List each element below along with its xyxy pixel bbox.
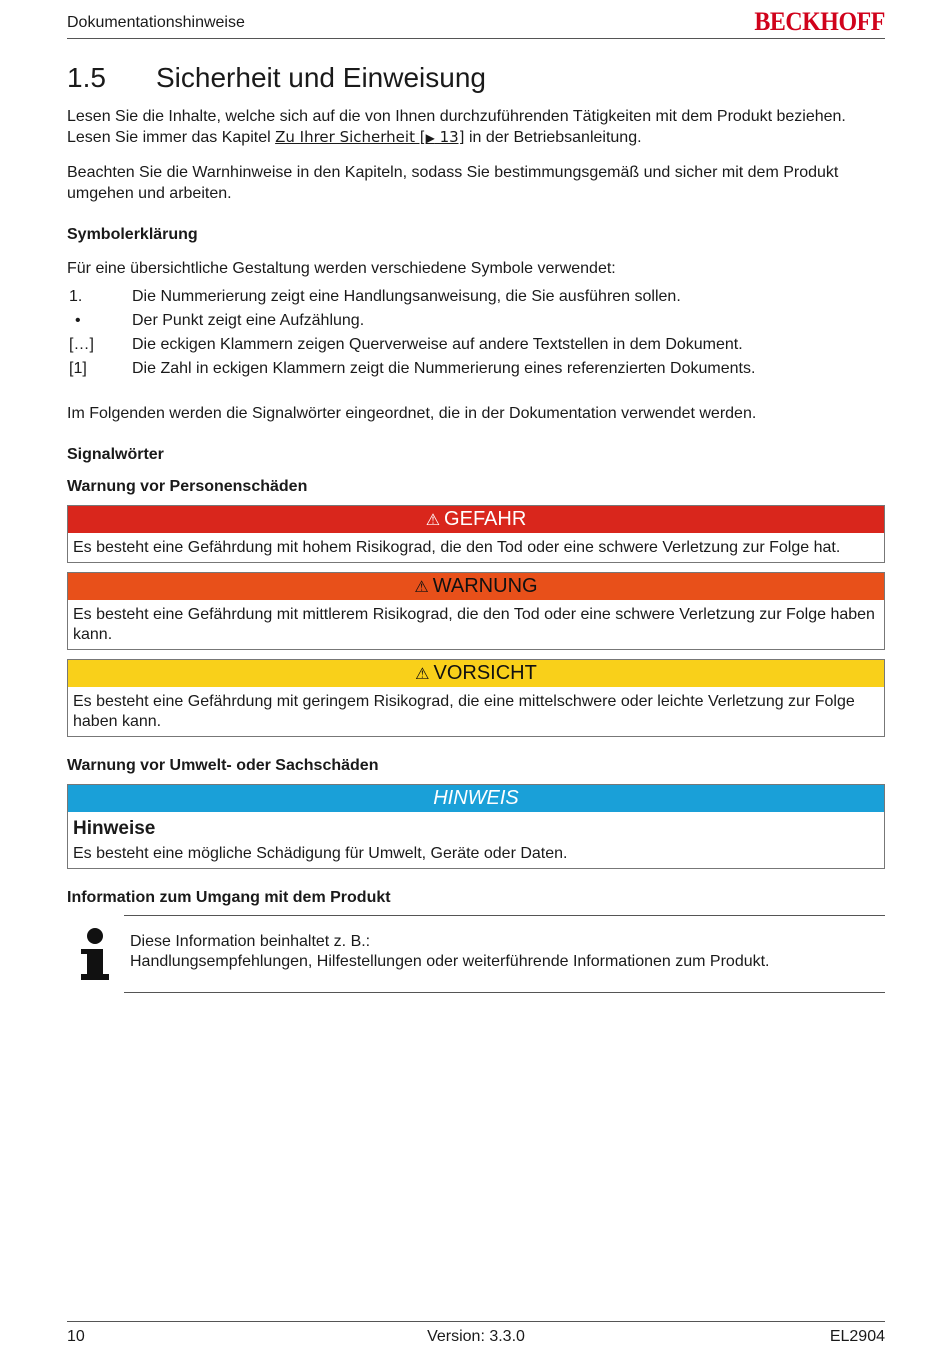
symbol-bullet: • bbox=[75, 312, 81, 329]
section-title: Sicherheit und Einweisung bbox=[156, 62, 486, 93]
symbol-brackets: […] bbox=[69, 336, 94, 353]
symbol-description: Der Punkt zeigt eine Aufzählung. bbox=[132, 312, 365, 329]
property-damage-heading: Warnung vor Umwelt- oder Sachschäden bbox=[67, 757, 379, 774]
list-item bbox=[67, 333, 885, 357]
symbols-outro: Im Folgenden werden die Signalwörter eingeordnet, die in der Dokumentation verwendet werden. bbox=[67, 405, 757, 422]
page-number: 10 bbox=[67, 1328, 85, 1345]
page-header bbox=[67, 7, 885, 39]
symbol-description: Die eckigen Klammern zeigen Querverweise auf andere Textstellen in dem Dokument. bbox=[132, 336, 743, 353]
hinweis-box bbox=[67, 784, 885, 869]
list-item bbox=[67, 285, 885, 309]
personal-damage-heading: Warnung vor Personenschäden bbox=[67, 478, 308, 495]
info-body bbox=[124, 915, 885, 993]
header-section-title: Dokumentationshinweise bbox=[67, 14, 245, 31]
intro-text-before: Lesen Sie die Inhalte, welche sich auf die von Ihnen durchzuführenden Tätigkeiten mit dem Produkt beziehen. Lesen Sie immer das Kapitel bbox=[67, 108, 846, 146]
info-block bbox=[67, 915, 885, 993]
intro-paragraph-1 bbox=[67, 106, 885, 149]
intro-text-after: in der Betriebsanleitung. bbox=[464, 129, 642, 146]
page-footer bbox=[67, 1321, 885, 1350]
warning-triangle-icon: ⚠ bbox=[415, 666, 430, 683]
page-content bbox=[67, 62, 885, 993]
signalwords-heading: Signalwörter bbox=[67, 446, 164, 463]
warning-triangle-icon: ⚠ bbox=[414, 579, 429, 596]
list-item bbox=[67, 309, 885, 333]
chapter-link[interactable] bbox=[275, 128, 464, 146]
warnung-box bbox=[67, 572, 885, 650]
symbol-numbering: 1. bbox=[69, 288, 83, 305]
info-line-2: Handlungsempfehlungen, Hilfestellungen oder weiterführende Informationen zum Produkt. bbox=[130, 953, 770, 970]
vorsicht-title bbox=[68, 660, 884, 687]
symbols-heading: Symbolerklärung bbox=[67, 226, 198, 243]
section-heading bbox=[67, 62, 885, 94]
warnung-title bbox=[68, 573, 884, 600]
vorsicht-text: Es besteht eine Gefährdung mit geringem Risikograd, die eine mittelschwere oder leichte Verletzung zur Folge haben kann. bbox=[73, 693, 855, 730]
hinweis-subheading: Hinweise bbox=[73, 818, 156, 839]
info-line-1: Diese Information beinhaltet z. B.: bbox=[130, 933, 371, 950]
info-heading: Information zum Umgang mit dem Produkt bbox=[67, 889, 391, 906]
brand-logo: BECKHOFF bbox=[754, 7, 885, 36]
vorsicht-box bbox=[67, 659, 885, 737]
symbols-intro: Für eine übersichtliche Gestaltung werden verschiedene Symbole verwendet: bbox=[67, 260, 616, 277]
symbol-reference-number: [1] bbox=[69, 360, 87, 377]
warnung-label: WARNUNG bbox=[432, 575, 538, 597]
product-name: EL2904 bbox=[829, 1328, 885, 1345]
chapter-link-text: Zu Ihrer Sicherheit [ bbox=[275, 128, 426, 146]
info-icon bbox=[67, 915, 124, 993]
gefahr-text: Es besteht eine Gefährdung mit hohem Risikograd, die den Tod oder eine schwere Verletzung zur Folge hat. bbox=[73, 539, 841, 556]
hinweis-title bbox=[68, 785, 884, 812]
warnung-text: Es besteht eine Gefährdung mit mittlerem Risikograd, die den Tod oder eine schwere Verletzung zur Folge haben kann. bbox=[73, 606, 875, 643]
hinweis-label: HINWEIS bbox=[433, 787, 519, 809]
warning-triangle-icon: ⚠ bbox=[425, 512, 441, 529]
arrow-right-icon: ▶ bbox=[425, 131, 435, 145]
gefahr-box bbox=[67, 505, 885, 563]
symbol-list bbox=[67, 285, 885, 381]
gefahr-label: GEFAHR bbox=[444, 508, 527, 530]
symbol-description: Die Zahl in eckigen Klammern zeigt die Nummerierung eines referenzierten Dokuments. bbox=[132, 360, 756, 377]
vorsicht-label: VORSICHT bbox=[433, 662, 537, 684]
version-label: Version: 3.3.0 bbox=[427, 1328, 525, 1345]
hinweis-text: Es besteht eine mögliche Schädigung für Umwelt, Geräte oder Daten. bbox=[73, 845, 568, 862]
chapter-link-page: 13] bbox=[434, 128, 465, 146]
intro-paragraph-2: Beachten Sie die Warnhinweise in den Kapiteln, sodass Sie bestimmungsgemäß und sicher mit dem Produkt umgehen und arbeiten. bbox=[67, 164, 839, 202]
symbol-description: Die Nummerierung zeigt eine Handlungsanweisung, die Sie ausführen sollen. bbox=[132, 288, 681, 305]
list-item bbox=[67, 357, 885, 381]
section-number: 1.5 bbox=[67, 62, 106, 93]
gefahr-title bbox=[68, 506, 884, 533]
